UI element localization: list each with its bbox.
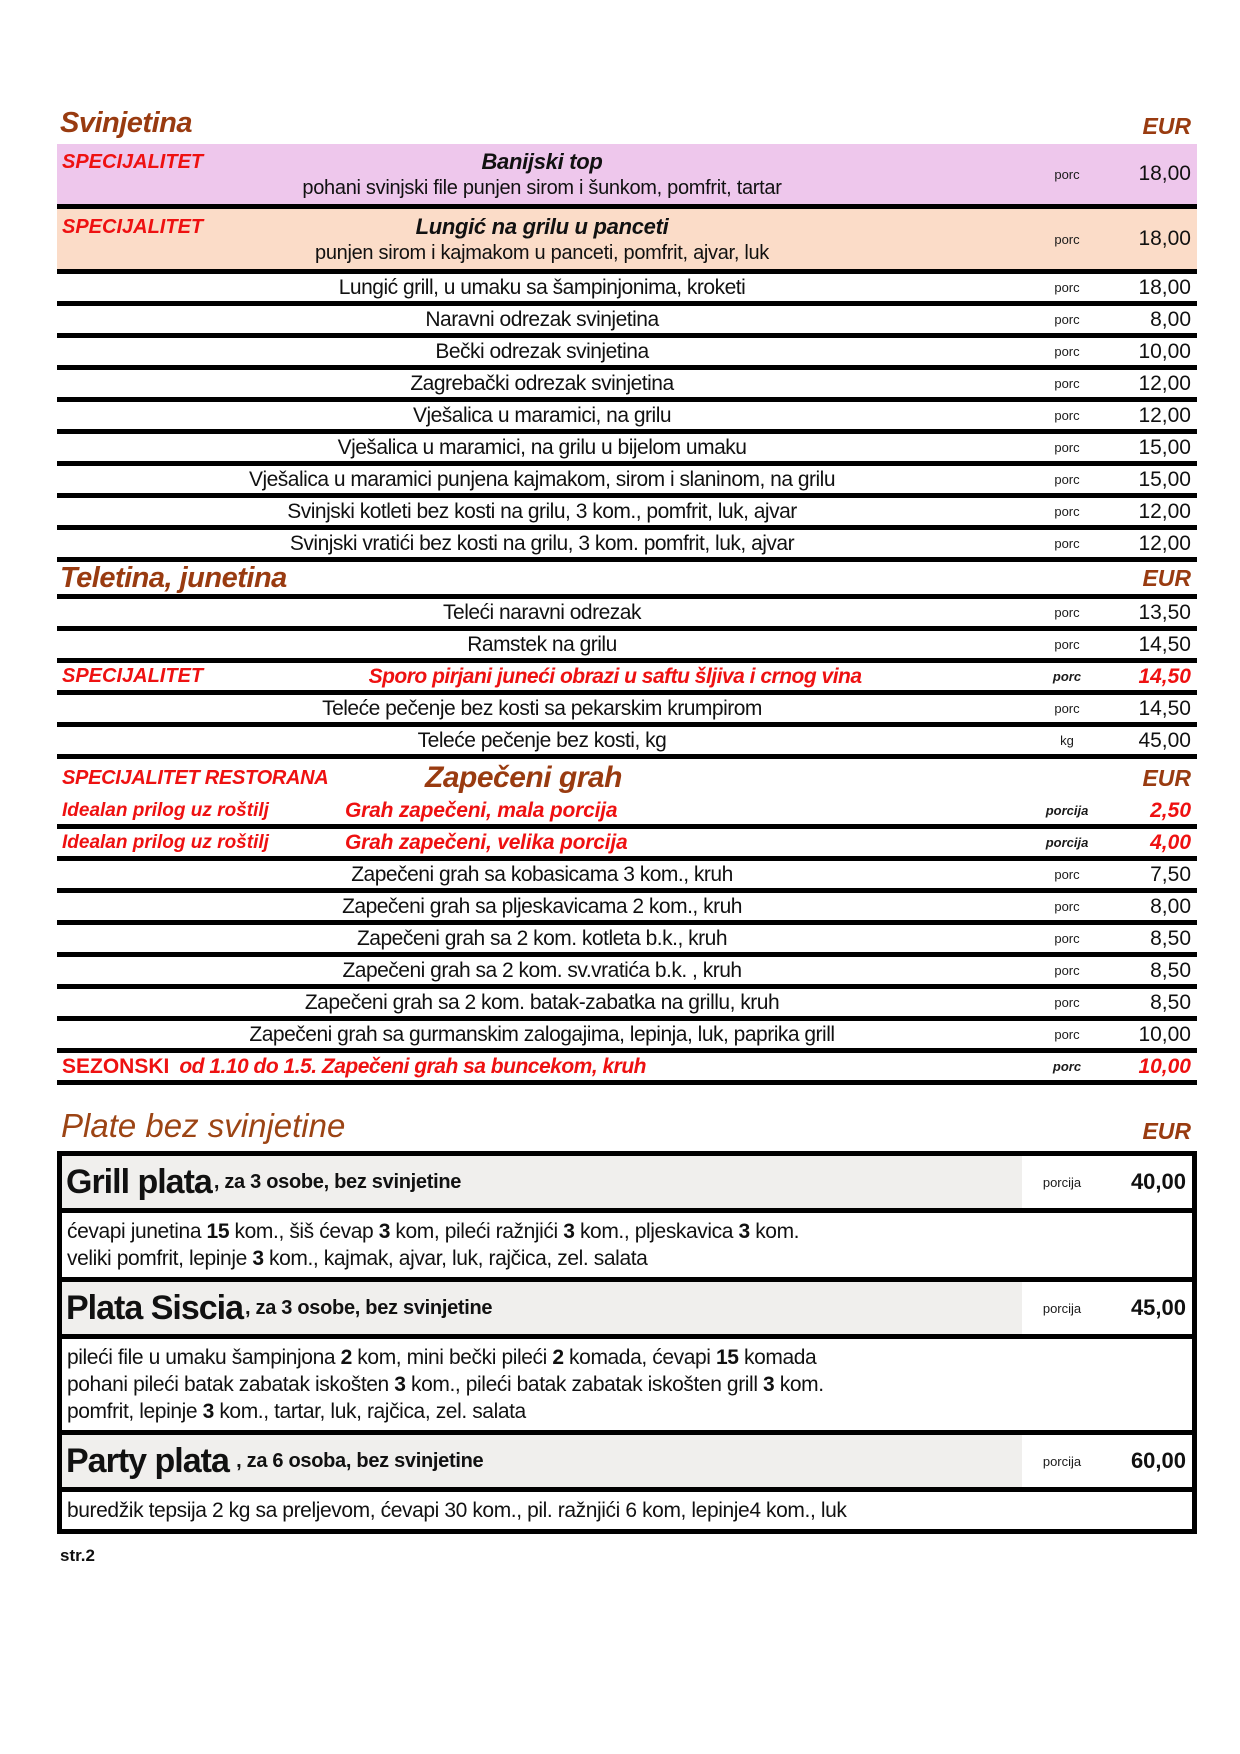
unit-label: porc (1054, 376, 1080, 391)
menu-row (57, 466, 1197, 498)
item-name: Sporo pirjani juneći obrazi u saftu šljiva i crnog vina (368, 664, 862, 688)
item-name: Bečki odrezak svinjetina (435, 339, 649, 363)
price-value: 14,50 (1138, 664, 1191, 688)
price-value: 45,00 (1138, 728, 1191, 752)
section-header (57, 562, 1197, 599)
plate-subtitle: , za 3 osobe, bez svinjetine (213, 1170, 462, 1193)
row-main (57, 340, 1027, 364)
section-header (57, 90, 1197, 144)
row-main (57, 532, 1027, 556)
plate-description-line: ćevapi junetina 15 kom., šiš ćevap 3 kom, pileći ražnjići 3 kom., pljeskavica 3 kom. (67, 1220, 800, 1243)
row-title-line (57, 211, 1027, 241)
row-main (57, 633, 1027, 657)
unit-label: porcija (1042, 1453, 1082, 1469)
price-value: 18,00 (1138, 275, 1191, 299)
unit-label: porc (1054, 280, 1080, 295)
item-name: Svinjski vratići bez kosti na grilu, 3 kom. pomfrit, luk, ajvar (289, 531, 795, 555)
specialty-badge: SPECIJALITET RESTORANA (62, 766, 329, 789)
row-main (57, 863, 1027, 887)
menu-row (57, 989, 1197, 1021)
section-title: Svinjetina (60, 107, 192, 139)
row-main (57, 500, 1027, 524)
menu-row (57, 663, 1197, 695)
plate-description-line: pohani pileći batak zabatak iskošten 3 kom., pileći batak zabatak iskošten grill 3 kom. (67, 1373, 824, 1396)
item-name: od 1.10 do 1.5. Zapečeni grah sa buncekom, kruh (179, 1054, 647, 1078)
unit-label: porc (1054, 504, 1080, 519)
menu-row (57, 498, 1197, 530)
row-main (57, 276, 1027, 300)
plate-title-cell (62, 1156, 1022, 1208)
item-name: Vješalica u maramici punjena kajmakom, sirom i slaninom, na grilu (248, 467, 836, 491)
menu-row (57, 1053, 1197, 1085)
price-value: 8,00 (1150, 894, 1191, 918)
row-main (57, 211, 1027, 267)
plates-box (57, 1151, 1197, 1534)
specialty-badge: SPECIJALITET (62, 665, 204, 687)
unit-label: porcija (1045, 835, 1089, 850)
plate-description (62, 1492, 1192, 1529)
unit-label: porc (1054, 963, 1080, 978)
price-value: 8,50 (1150, 926, 1191, 950)
row-main (57, 404, 1027, 428)
plate-name: Grill plata (66, 1162, 212, 1201)
plate-description-line: pileći file u umaku šampinjona 2 kom, mini bečki pileći 2 komada, ćevapi 15 komada (67, 1346, 817, 1369)
section-header (57, 1097, 1197, 1151)
row-main (57, 665, 1027, 689)
unit-label: porc (1054, 1027, 1080, 1042)
row-main (57, 1023, 1027, 1047)
unit-label: porc (1054, 995, 1080, 1010)
menu-row (57, 144, 1197, 209)
unit-label: porc (1052, 669, 1082, 684)
price-value: 10,00 (1138, 1054, 1191, 1078)
unit-label: porcija (1045, 803, 1089, 818)
price-value: 15,00 (1138, 435, 1191, 459)
row-main (57, 372, 1027, 396)
unit-label: porc (1054, 231, 1080, 247)
row-main (57, 1055, 1027, 1079)
unit-label: porc (1054, 312, 1080, 327)
menu-row (57, 1021, 1197, 1053)
unit-label: porcija (1042, 1300, 1082, 1316)
section-title: Zapečeni grah (425, 761, 622, 794)
specialty-badge: SPECIJALITET (62, 216, 204, 238)
plate-description (62, 1213, 1192, 1282)
specialty-badge: Idealan prilog uz roštilj (62, 799, 269, 821)
plate-header-row (62, 1282, 1192, 1339)
price-value: 4,00 (1150, 830, 1191, 854)
price-value: 10,00 (1138, 339, 1191, 363)
item-title: Lungić na grilu u panceti (415, 214, 669, 239)
item-name: Teleće pečenje bez kosti, kg (417, 728, 667, 752)
price-value: 18,00 (1138, 162, 1191, 185)
price-value: 12,00 (1138, 531, 1191, 555)
menu-row (57, 727, 1197, 759)
item-name: Zapečeni grah sa pljeskavicama 2 kom., kruh (342, 894, 742, 918)
plate-name: Plata Siscia (66, 1288, 244, 1327)
unit-label: porc (1054, 536, 1080, 551)
item-name: Vješalica u maramici, na grilu u bijelom umaku (337, 435, 747, 459)
plate-name: Party plata (66, 1441, 229, 1480)
currency-label: EUR (1142, 113, 1191, 139)
unit-label: porc (1052, 1059, 1082, 1074)
row-main (57, 927, 1027, 951)
plate-description-line: pomfrit, lepinje 3 kom., tartar, luk, rajčica, zel. salata (67, 1400, 526, 1423)
unit-label: porc (1054, 931, 1080, 946)
unit-label: porc (1054, 166, 1080, 182)
plate-subtitle: , za 6 osoba, bez svinjetine (230, 1449, 484, 1472)
row-main (57, 601, 1027, 625)
menu-row (57, 338, 1197, 370)
item-title: Banijski top (481, 149, 603, 174)
plate-title-cell (62, 1435, 1022, 1487)
item-name: Zapečeni grah sa 2 kom. sv.vratića b.k. , kruh (342, 958, 742, 982)
price-value: 15,00 (1138, 467, 1191, 491)
plate-header-row (62, 1156, 1192, 1213)
plate-title-cell (62, 1282, 1022, 1334)
menu-row (57, 306, 1197, 338)
plate-description-line: veliki pomfrit, lepinje 3 kom., kajmak, ajvar, luk, rajčica, zel. salata (67, 1247, 648, 1270)
menu-row (57, 797, 1197, 829)
item-name: Teleće pečenje bez kosti sa pekarskim krumpirom (322, 696, 762, 720)
unit-label: porc (1054, 701, 1080, 716)
price-value: 45,00 (1130, 1295, 1186, 1320)
item-name: Zapečeni grah sa 2 kom. kotleta b.k., kruh (356, 926, 728, 950)
price-value: 14,50 (1138, 632, 1191, 656)
currency-label: EUR (1142, 1118, 1191, 1144)
row-main (57, 697, 1027, 721)
unit-label: porc (1054, 440, 1080, 455)
row-main (57, 991, 1027, 1015)
unit-label: porc (1054, 344, 1080, 359)
plate-header-row (62, 1435, 1192, 1492)
row-title-line (57, 146, 1027, 176)
menu-row (57, 370, 1197, 402)
plate-subtitle: , za 3 osobe, bez svinjetine (245, 1296, 493, 1319)
menu-row (57, 209, 1197, 274)
item-name: Zagrebački odrezak svinjetina (410, 371, 674, 395)
row-main (57, 308, 1027, 332)
row-main (57, 146, 1027, 202)
unit-label: porc (1054, 472, 1080, 487)
section-title: Teletina, junetina (60, 561, 287, 594)
menu-row (57, 402, 1197, 434)
price-value: 10,00 (1138, 1022, 1191, 1046)
item-name: Lungić grill, u umaku sa šampinjonima, kroketi (338, 275, 746, 299)
specialty-badge: Idealan prilog uz roštilj (62, 831, 269, 853)
item-description: punjen sirom i kajmakom u panceti, pomfrit, ajvar, luk (315, 242, 769, 264)
price-value: 18,00 (1138, 227, 1191, 250)
section-title: Plate bez svinjetine (61, 1107, 346, 1144)
row-main (57, 468, 1027, 492)
menu-row (57, 861, 1197, 893)
item-name: Grah zapečeni, mala porcija (345, 798, 618, 822)
menu-table (57, 90, 1197, 1534)
row-main (57, 799, 1027, 823)
menu-row (57, 631, 1197, 663)
unit-label: porc (1054, 899, 1080, 914)
item-name: Naravni odrezak svinjetina (425, 307, 659, 331)
item-description: pohani svinjski file punjen sirom i šunkom, pomfrit, tartar (302, 177, 782, 199)
price-value: 12,00 (1138, 499, 1191, 523)
specialty-badge: SEZONSKI (62, 1054, 170, 1078)
price-value: 7,50 (1150, 862, 1191, 886)
row-main (57, 831, 1027, 855)
price-value: 8,00 (1150, 307, 1191, 331)
unit-label: porc (1054, 408, 1080, 423)
menu-row (57, 695, 1197, 727)
item-name: Teleći naravni odrezak (443, 600, 641, 624)
price-value: 40,00 (1130, 1169, 1186, 1194)
unit-label: porc (1054, 867, 1080, 882)
row-main (57, 729, 1027, 753)
row-main (57, 895, 1027, 919)
price-value: 8,50 (1150, 990, 1191, 1014)
menu-row (57, 530, 1197, 562)
unit-label: porc (1054, 637, 1080, 652)
unit-label: kg (1060, 733, 1074, 748)
menu-row (57, 925, 1197, 957)
item-name: Svinjski kotleti bez kosti na grilu, 3 kom., pomfrit, luk, ajvar (287, 499, 797, 523)
item-name: Zapečeni grah sa gurmanskim zalogajima, lepinja, luk, paprika grill (249, 1022, 835, 1046)
plate-description-line: buredžik tepsija 2 kg sa preljevom, ćevapi 30 kom., pil. ražnjići 6 kom, lepinje4 kom., luk (67, 1499, 847, 1522)
item-name: Zapečeni grah sa kobasicama 3 kom., kruh (351, 862, 733, 886)
specialty-badge: SPECIJALITET (62, 151, 204, 173)
section-header (57, 759, 1197, 797)
price-value: 60,00 (1130, 1448, 1186, 1473)
item-name: Vješalica u maramici, na grilu (412, 403, 672, 427)
menu-row (57, 599, 1197, 631)
price-value: 13,50 (1138, 600, 1191, 624)
row-main (57, 959, 1027, 983)
price-value: 14,50 (1138, 696, 1191, 720)
price-value: 2,50 (1150, 798, 1191, 822)
unit-label: porc (1054, 605, 1080, 620)
item-name: Ramstek na grilu (467, 632, 617, 656)
currency-label: EUR (1142, 764, 1191, 791)
price-value: 12,00 (1138, 371, 1191, 395)
currency-label: EUR (1142, 564, 1191, 591)
price-value: 8,50 (1150, 958, 1191, 982)
plate-description (62, 1339, 1192, 1435)
menu-row (57, 829, 1197, 861)
unit-label: porcija (1042, 1174, 1082, 1190)
menu-row (57, 434, 1197, 466)
menu-row (57, 893, 1197, 925)
row-main (57, 436, 1027, 460)
menu-row (57, 957, 1197, 989)
item-name: Grah zapečeni, velika porcija (345, 830, 628, 854)
page-footer: str.2 (60, 1546, 95, 1565)
item-name: Zapečeni grah sa 2 kom. batak-zabatka na grillu, kruh (304, 990, 780, 1014)
price-value: 12,00 (1138, 403, 1191, 427)
menu-row (57, 274, 1197, 306)
